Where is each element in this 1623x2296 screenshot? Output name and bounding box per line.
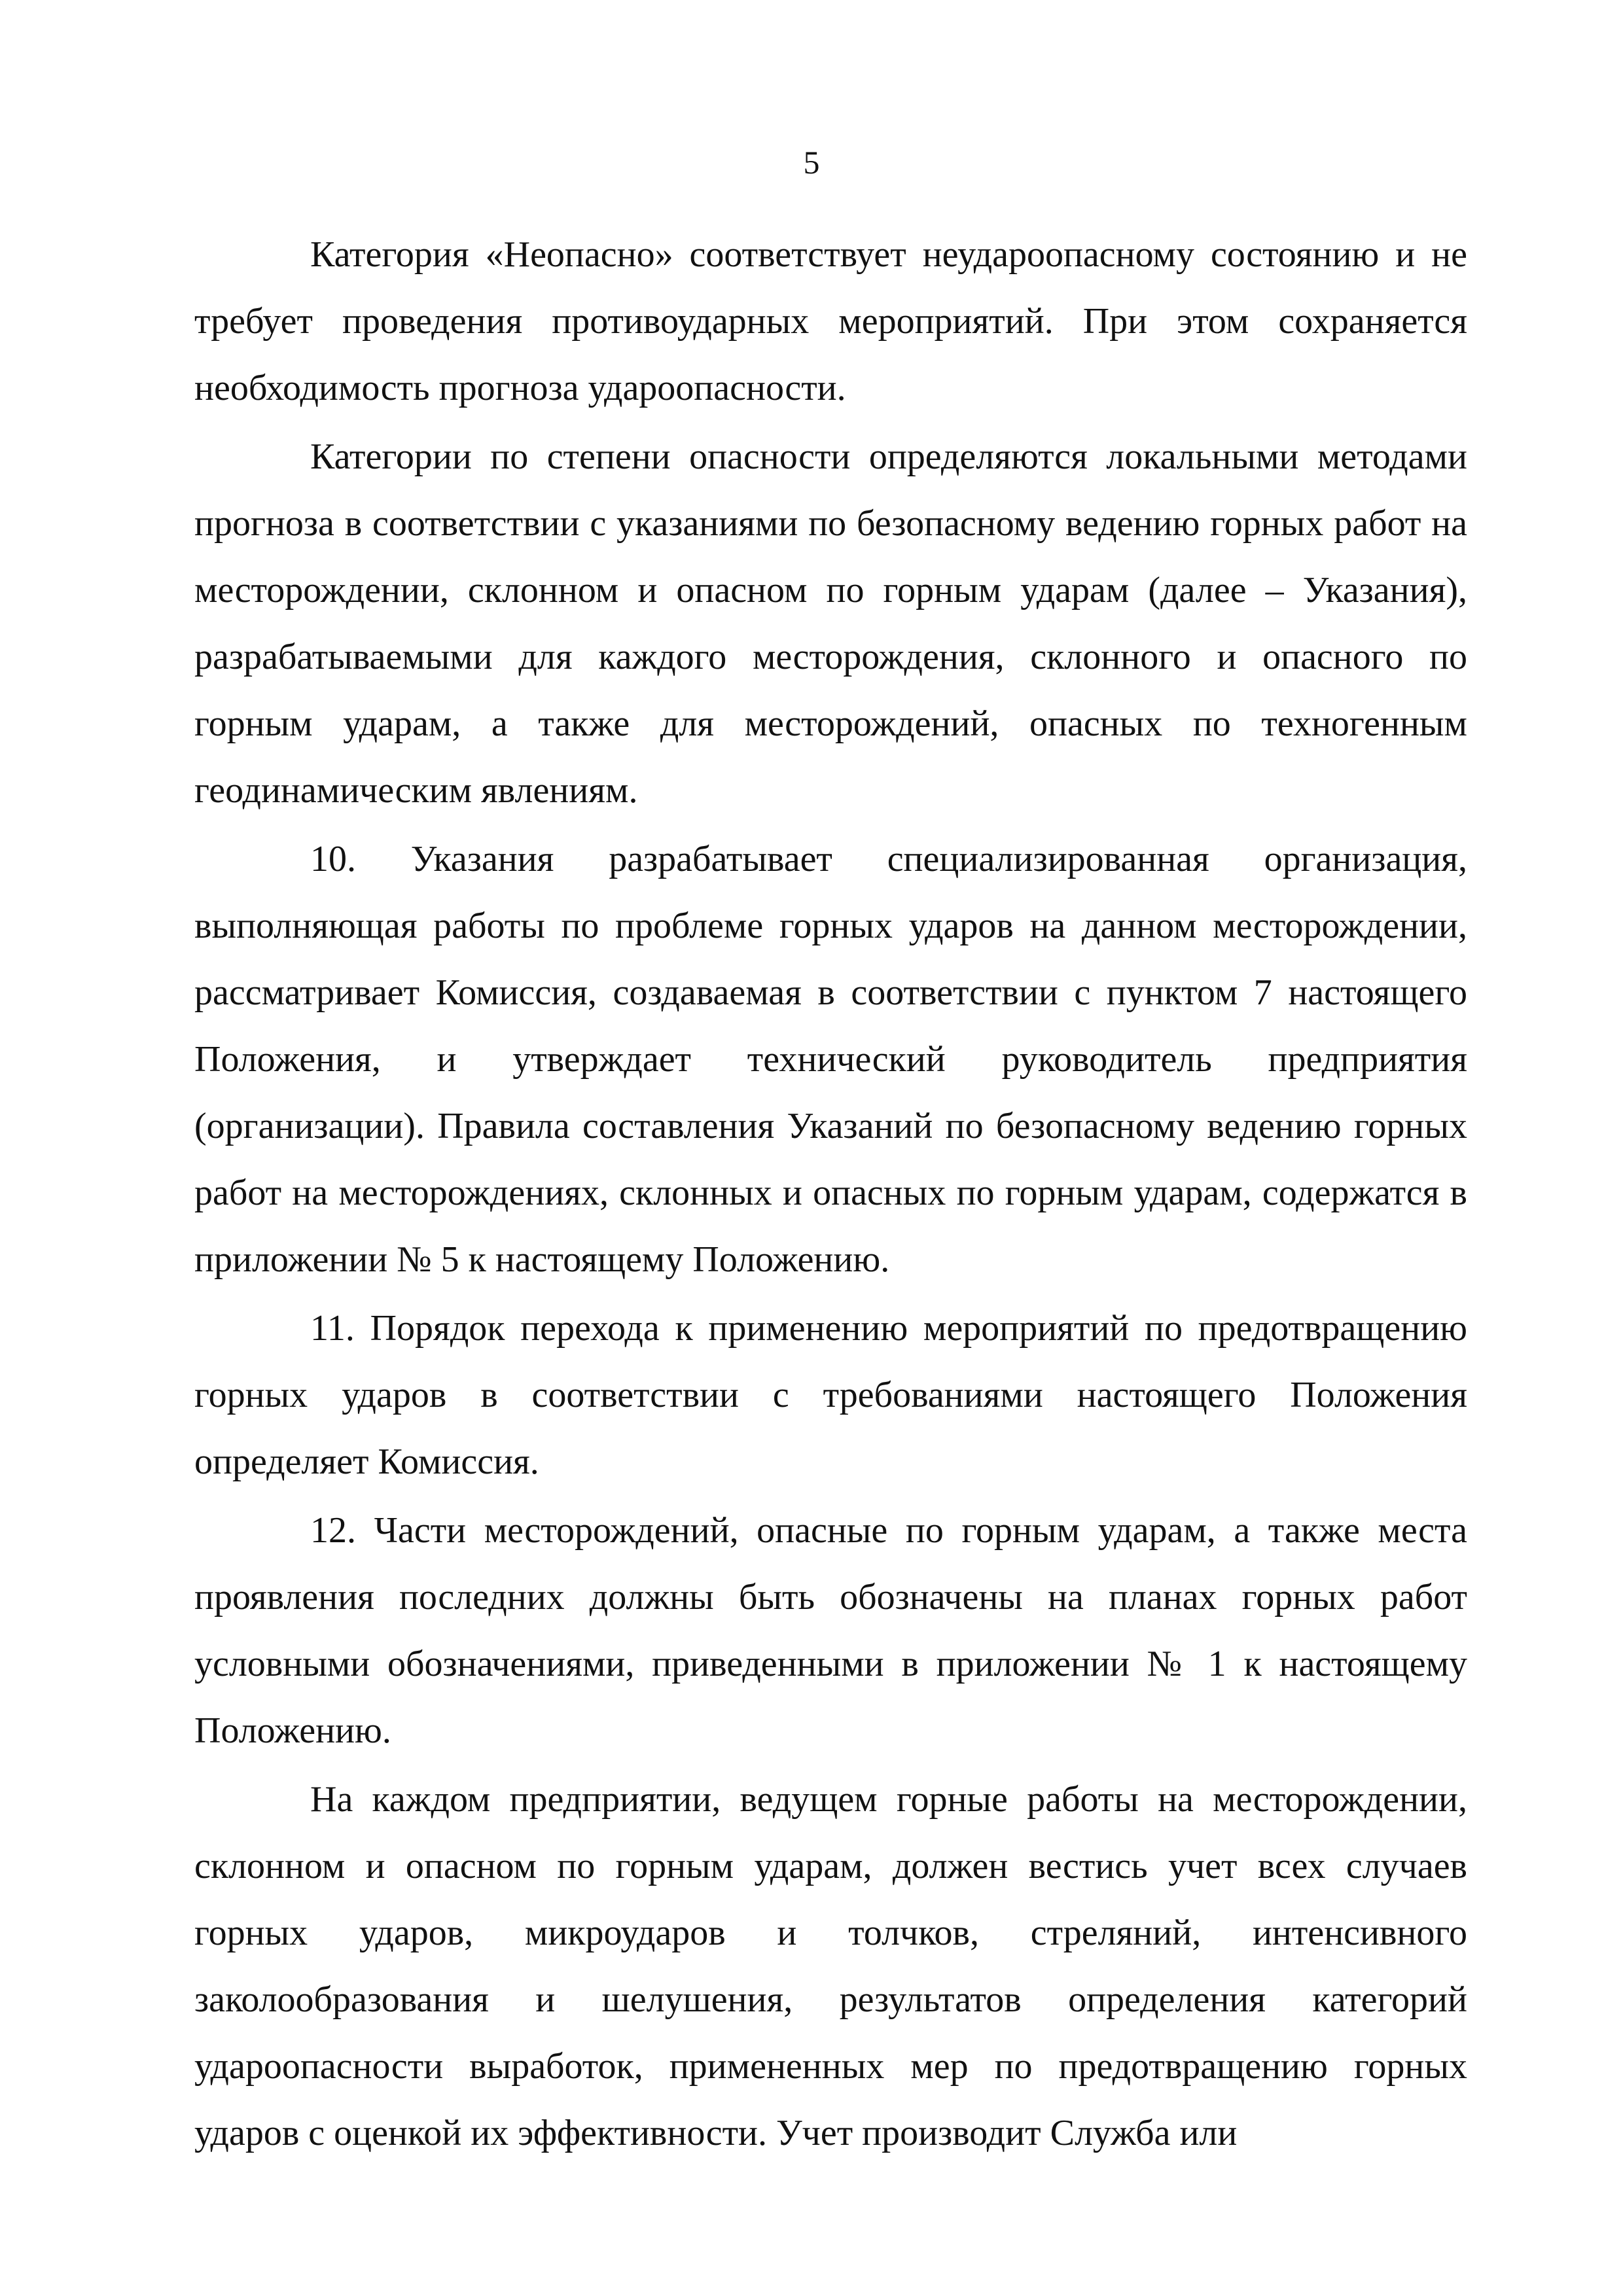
paragraph-item-12: 12. Части месторождений, опасные по горным ударам, а также места проявления последних должны быть обозначены на планах горных работ условными обозначениями, приведенными в приложении № 1 к настоящему Положению. bbox=[194, 1510, 1467, 1751]
document-body bbox=[194, 221, 1467, 2166]
paragraph-accounting: На каждом предприятии, ведущем горные работы на месторождении, склонном и опасном по горным ударам, должен вестись учет всех случаев горных ударов, микроударов и толчков, стреляний, интенсивного заколообразования и шелушения, результатов определения категорий удароопасности выработок, примененных мер по предотвращению горных ударов с оценкой их эффективности. Учет производит Служба или bbox=[194, 1779, 1467, 2153]
paragraph-item-11: 11. Порядок перехода к применению мероприятий по предотвращению горных ударов в соответствии с требованиями настоящего Положения определяет Комиссия. bbox=[194, 1308, 1467, 1482]
paragraph-category-safe: Категория «Неопасно» соответствует неудароопасному состоянию и не требует проведения противоударных мероприятий. При этом сохраняется необходимость прогноза удароопасности. bbox=[194, 234, 1467, 408]
page-number: 5 bbox=[803, 144, 820, 181]
paragraph-danger-categories: Категории по степени опасности определяются локальными методами прогноза в соответствии с указаниями по безопасному ведению горных работ на месторождении, склонном и опасном по горным ударам (далее – Указания), разрабатываемыми для каждого месторождения, склонного и опасного по горным ударам, а также для месторождений, опасных по техногенным геодинамическим явлениям. bbox=[194, 436, 1467, 811]
paragraph-item-10: 10. Указания разрабатывает специализированная организация, выполняющая работы по проблеме горных ударов на данном месторождении, рассматривает Комиссия, создаваемая в соответствии с пунктом 7 настоящего Положения, и утверждает технический руководитель предприятия (организации). Правила составления Указаний по безопасному ведению горных работ на месторождениях, склонных и опасных по горным ударам, содержатся в приложении № 5 к настоящему Положению. bbox=[194, 839, 1467, 1280]
